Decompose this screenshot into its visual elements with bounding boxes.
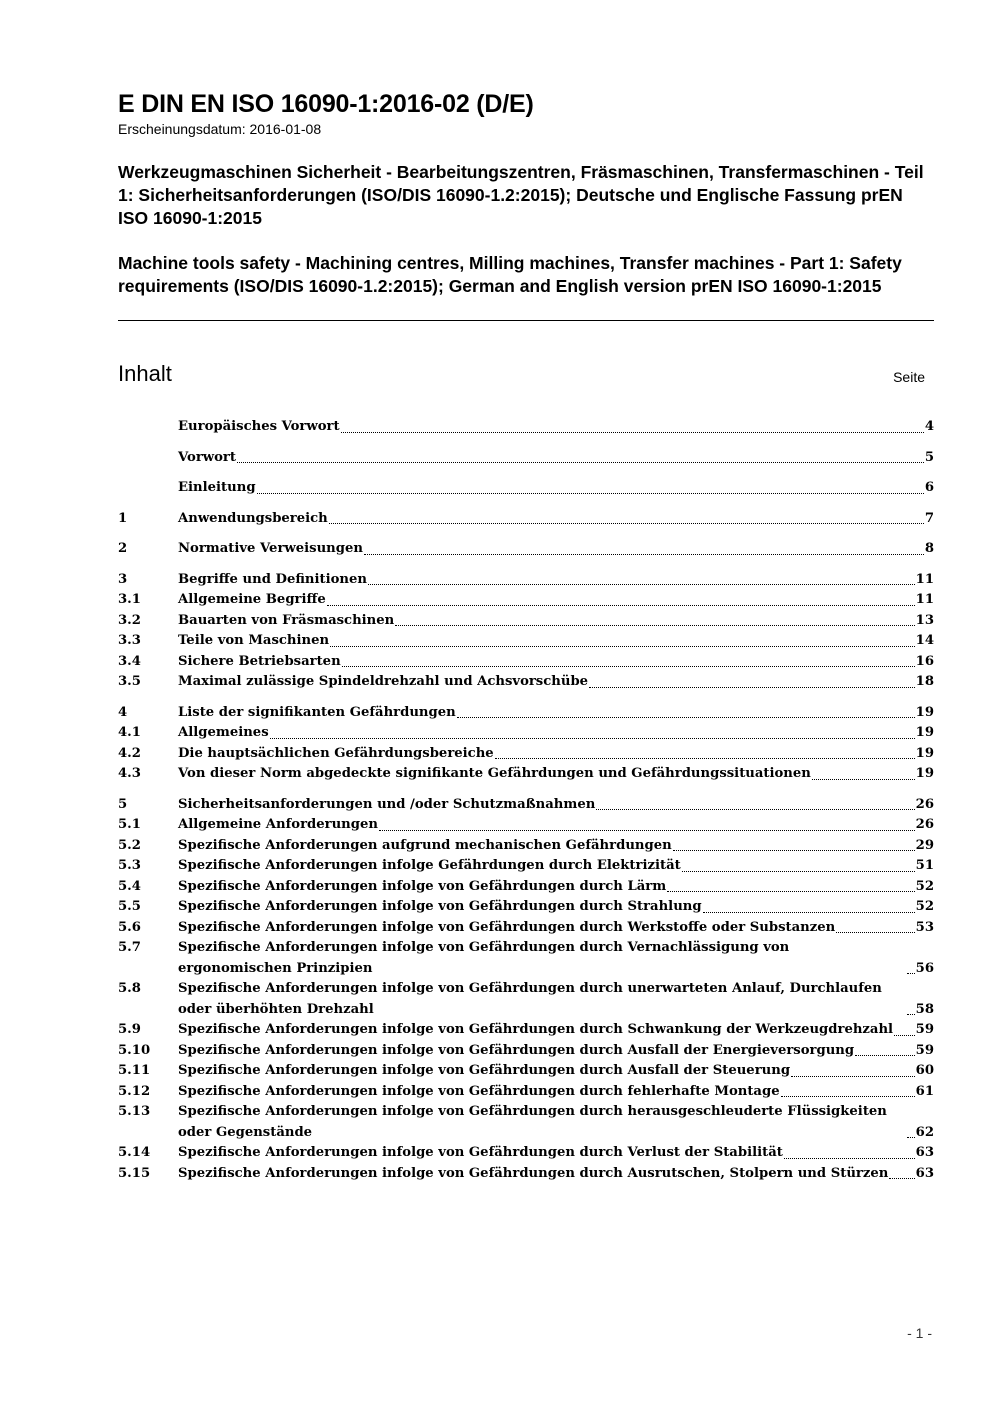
toc-entry-number: 5.10 [118,1042,151,1058]
toc-leader-dots [379,830,915,831]
document-id: E DIN EN ISO 16090-1:2016-02 (D/E) [118,90,534,118]
toc-leader-dots [342,666,915,667]
toc-entry[interactable] [118,764,934,785]
toc-leader-dots [836,932,914,933]
toc-entry-page: 52 [915,899,934,914]
toc-entry-page: 7 [924,510,934,526]
toc-entry[interactable] [118,631,934,652]
toc-entry-title: Spezifische Anforderungen infolge von Gefährdungen durch Lärm [178,878,667,894]
toc-entry[interactable] [118,1082,934,1103]
toc-entry-page: 60 [915,1063,934,1078]
page-number: - 1 - [907,1325,932,1341]
toc-entry-title: Spezifische Anforderungen infolge von Gefährdungen durch Ausrutschen, Stolpern und Stürzen [178,1165,889,1181]
toc-entry-title: Liste der signifikanten Gefährdungen [178,704,456,720]
toc-entry[interactable] [118,815,934,836]
toc-leader-dots [327,605,915,606]
toc-entry[interactable] [118,448,934,469]
toc-entry[interactable] [118,539,934,560]
toc-entry-page: 19 [915,725,934,740]
toc-leader-dots [395,625,914,626]
title-german: Werkzeugmaschinen Sicherheit - Bearbeitungszentren, Fräsmaschinen, Transfermaschinen - Teil 1: Sicherheitsanforderungen (ISO/DIS 16090-1.2:2015); Deutsche und Englische Fassung prEN ISO 16090-1:2015 [118,162,924,228]
toc-entry-page: 19 [915,766,934,781]
toc-entry[interactable] [118,938,934,979]
toc-entry-page: 62 [915,1124,934,1140]
toc-entry-number: 4.3 [118,766,141,781]
toc-entry-number: 3.2 [118,612,141,628]
toc-entry-number: 5.1 [118,817,141,832]
toc-entry-title: Spezifische Anforderungen infolge von Gefährdungen durch Verlust der Stabilität [178,1145,783,1160]
toc-entry-page: 16 [915,653,934,669]
toc-entry-page: 11 [915,571,934,587]
toc-entry-title: Spezifische Anforderungen aufgrund mechanischen Gefährdungen [178,837,672,853]
toc-entry-page: 18 [915,674,934,689]
toc-entry-number: 5.13 [118,1104,151,1119]
toc-entry-page: 8 [924,541,934,556]
toc-leader-dots [457,717,915,718]
toc-entry-number: 5 [118,796,128,812]
toc-entry-title: Sicherheitsanforderungen und /oder Schutzmaßnahmen [178,796,596,812]
toc-entry-number: 5.15 [118,1165,151,1181]
toc-entry-page: 26 [915,796,934,812]
toc-entry[interactable] [118,856,934,877]
toc-entry[interactable] [118,979,934,1020]
toc-entry-number: 5.6 [118,919,141,935]
toc-entry-number: 3.4 [118,653,141,669]
toc-entry-number: 5.9 [118,1022,141,1037]
toc-entry-page: 11 [915,592,934,607]
toc-entry-number: 5.12 [118,1083,151,1099]
table-of-contents [118,417,934,1184]
toc-entry-title: Einleitung [178,480,256,495]
toc-entry[interactable] [118,723,934,744]
toc-entry-page: 29 [915,837,934,853]
toc-entry[interactable] [118,795,934,816]
toc-entry-title: Anwendungsbereich [178,510,328,526]
toc-entry-title: Die hauptsächlichen Gefährdungsbereiche [178,745,494,761]
toc-leader-dots [784,1158,915,1159]
toc-leader-dots [812,779,915,780]
toc-entry-number: 5.3 [118,858,141,873]
toc-entry-number [118,417,178,438]
toc-entry-title: Teile von Maschinen [178,633,330,648]
toc-entry[interactable] [118,1041,934,1062]
toc-entry[interactable] [118,611,934,632]
toc-leader-dots [703,912,915,913]
toc-entry[interactable] [118,672,934,693]
toc-heading: Inhalt [118,361,172,386]
toc-entry-title: Spezifische Anforderungen infolge von Gefährdungen durch Schwankung der Werkzeugdrehzahl [178,1022,894,1037]
toc-leader-dots [907,1137,915,1138]
toc-entry[interactable] [118,918,934,939]
toc-entry[interactable] [118,703,934,724]
toc-leader-dots [781,1096,915,1097]
toc-entry[interactable] [118,877,934,898]
toc-entry-page: 63 [915,1165,934,1181]
toc-entry-title: Spezifische Anforderungen infolge von Gefährdungen durch Strahlung [178,899,702,914]
toc-leader-dots [237,462,924,463]
toc-leader-dots [257,493,924,494]
toc-entry-title: Allgemeines [178,725,269,740]
toc-entry-number [118,448,178,469]
toc-entry[interactable] [118,1061,934,1082]
toc-entry[interactable] [118,417,934,438]
toc-entry-page: 14 [915,633,934,648]
toc-entry-title: Begriffe und Definitionen [178,571,367,587]
toc-entry-page: 6 [924,480,934,495]
toc-entry-number: 5.14 [118,1145,151,1160]
toc-entry-number: 3.3 [118,633,141,648]
toc-entry-page: 56 [915,960,934,976]
toc-entry-title: Spezifische Anforderungen infolge von Gefährdungen durch Vernachlässigung von ergonomischen Prinzipien [178,940,790,976]
toc-entry-number: 1 [118,510,128,526]
toc-entry-title: Allgemeine Begriffe [178,592,326,607]
toc-entry-title: Allgemeine Anforderungen [178,817,378,832]
toc-entry-title: Von dieser Norm abgedeckte signifikante Gefährdungen und Gefährdungssituationen [178,766,811,781]
toc-leader-dots [907,973,915,974]
toc-leader-dots [894,1035,915,1036]
toc-entry-number: 4 [118,704,128,720]
toc-leader-dots [791,1076,915,1077]
toc-entry-title: Bauarten von Fräsmaschinen [178,612,395,628]
toc-leader-dots [907,1014,915,1015]
toc-entry-number: 4.1 [118,725,141,740]
toc-entry-number: 3.1 [118,592,141,607]
toc-leader-dots [329,523,924,524]
toc-leader-dots [682,871,915,872]
toc-page-label: Seite [893,369,925,385]
toc-entry[interactable] [118,836,934,857]
toc-entry-page: 13 [915,612,934,628]
toc-entry-title: Spezifische Anforderungen infolge von Gefährdungen durch Werkstoffe oder Substanzen [178,919,836,935]
toc-entry-title: Spezifische Anforderungen infolge von Gefährdungen durch fehlerhafte Montage [178,1083,780,1099]
toc-leader-dots [667,891,914,892]
toc-entry-page: 52 [915,878,934,894]
toc-leader-dots [855,1055,915,1056]
toc-entry[interactable] [118,1143,934,1164]
toc-entry-page: 51 [915,858,934,873]
toc-entry-title: Spezifische Anforderungen infolge von Gefährdungen durch unerwarteten Anlauf, Durchlaufen oder überhöhten Drehzahl [178,981,882,1017]
toc-entry-page: 5 [924,449,934,465]
toc-entry-title: Spezifische Anforderungen infolge von Gefährdungen durch herausgeschleuderte Flüssigkeiten oder Gegenstände [178,1104,887,1140]
toc-entry[interactable] [118,509,934,530]
toc-entry-page: 61 [915,1083,934,1099]
toc-entry-page: 53 [915,919,934,935]
toc-leader-dots [270,738,915,739]
toc-leader-dots [330,646,915,647]
toc-entry-title: Maximal zulässige Spindeldrehzahl und Achsvorschübe [178,674,589,689]
toc-leader-dots [495,758,915,759]
toc-entry-number: 5.2 [118,837,141,853]
toc-entry[interactable] [118,478,934,499]
toc-entry-page: 19 [915,745,934,761]
toc-entry-number: 5.5 [118,899,141,914]
title-english: Machine tools safety - Machining centres, Milling machines, Transfer machines - Part 1: Safety requirements (ISO/DIS 16090-1.2:2015); German and English version prEN ISO 16090-1:2015 [118,253,902,296]
toc-entry-title: Spezifische Anforderungen infolge von Gefährdungen durch Ausfall der Energieversorgung [178,1042,855,1058]
toc-entry-number: 5.7 [118,940,141,955]
toc-entry-page: 63 [915,1145,934,1160]
toc-entry[interactable] [118,652,934,673]
toc-entry-page: 59 [915,1022,934,1037]
toc-entry-number: 5.8 [118,981,141,996]
toc-entry-title: Spezifische Anforderungen infolge Gefährdungen durch Elektrizität [178,858,681,873]
toc-entry-number: 5.4 [118,878,141,894]
toc-entry-title: Vorwort [178,449,236,465]
title-divider [118,320,934,321]
toc-entry-number [118,478,178,499]
toc-leader-dots [368,584,915,585]
toc-entry-page: 4 [924,419,934,434]
toc-entry-number: 5.11 [118,1063,151,1078]
toc-entry[interactable] [118,570,934,591]
toc-entry-title: Normative Verweisungen [178,541,363,556]
toc-entry-page: 58 [915,1001,934,1017]
toc-leader-dots [596,809,914,810]
publication-date: Erscheinungsdatum: 2016-01-08 [118,121,322,137]
toc-entry-number: 3.5 [118,674,141,689]
toc-leader-dots [589,687,915,688]
toc-entry[interactable] [118,897,934,918]
toc-entry[interactable] [118,1102,934,1143]
toc-entry[interactable] [118,1020,934,1041]
toc-entry-page: 26 [915,817,934,832]
toc-entry[interactable] [118,1164,934,1185]
toc-entry-page: 19 [915,704,934,720]
toc-leader-dots [341,432,924,433]
toc-entry-number: 2 [118,541,128,556]
toc-leader-dots [364,554,924,555]
toc-entry-title: Spezifische Anforderungen infolge von Gefährdungen durch Ausfall der Steuerung [178,1063,791,1078]
toc-entry[interactable] [118,744,934,765]
toc-leader-dots [673,850,915,851]
toc-entry-title: Sichere Betriebsarten [178,653,341,669]
toc-entry-number: 3 [118,571,128,587]
toc-entry-number: 4.2 [118,745,141,761]
toc-entry-title: Europäisches Vorwort [178,419,340,434]
toc-leader-dots [889,1178,914,1179]
toc-entry[interactable] [118,590,934,611]
toc-entry-page: 59 [915,1042,934,1058]
